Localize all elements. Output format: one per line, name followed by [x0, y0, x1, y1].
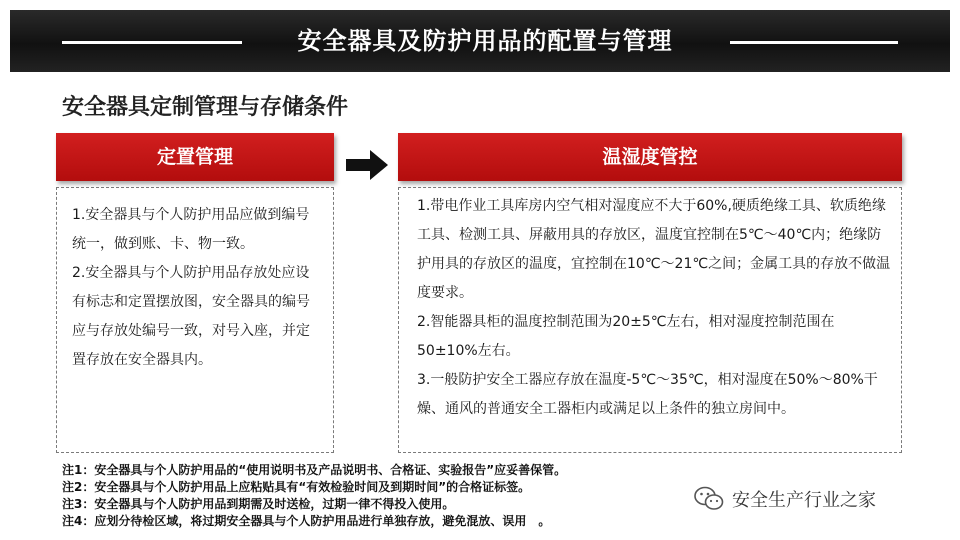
- footnote-4: 注4：应划分待检区域，将过期安全器具与个人防护用品进行单独存放，避免混放、误用 。: [62, 514, 551, 528]
- left-panel-body: [56, 187, 334, 453]
- banner-rule-right: [730, 41, 898, 44]
- watermark-text: 安全生产行业之家: [732, 490, 876, 511]
- section-subtitle: 安全器具定制管理与存储条件: [62, 95, 349, 120]
- watermark: [694, 484, 876, 514]
- footnotes: [62, 462, 682, 530]
- footnote-1: 注1：安全器具与个人防护用品的“使用说明书及产品说明书、合格证、实验报告”应妥善保管。: [62, 463, 567, 477]
- page-title: 安全器具及防护用品的配置与管理: [297, 27, 673, 55]
- banner-rule-left: [62, 41, 242, 44]
- left-panel-header: 定置管理: [56, 133, 334, 181]
- left-paragraph-2: 2.安全器具与个人防护用品存放处应设有标志和定置摆放图，安全器具的编号应与存放处编号一致，对号入座，并定置存放在安全器具内。: [72, 265, 310, 368]
- right-paragraph-1: 1.带电作业工具库房内空气相对湿度应不大于60%,硬质绝缘工具、软质绝缘工具、检测工具、屏蔽用具的存放区，温度宜控制在5℃～40℃内；绝缘防护用具的存放区的温度，宜控制在10℃～21℃之间；金属工具的存放不做温度要求。: [417, 198, 891, 301]
- right-panel-body: [398, 187, 902, 453]
- right-arrow-icon: [346, 150, 388, 180]
- right-paragraph-3: 3.一般防护安全工器应存放在温度-5℃～35℃，相对湿度在50%～80%干燥、通风的普通安全工器柜内或满足以上条件的独立房间中。: [417, 372, 878, 417]
- right-paragraph-2: 2.智能器具柜的温度控制范围为20±5℃左右，相对湿度控制范围在50±10%左右。: [417, 314, 835, 359]
- footnote-2: 注2：安全器具与个人防护用品上应粘贴具有“有效检验时间及到期时间”的合格证标签。: [62, 480, 531, 494]
- title-banner: [10, 10, 950, 72]
- footnote-3: 注3：安全器具与个人防护用品到期需及时送检，过期一律不得投入使用。: [62, 497, 455, 511]
- left-paragraph-1: 1.安全器具与个人防护用品应做到编号统一，做到账、卡、物一致。: [72, 207, 310, 252]
- wechat-icon: [694, 486, 724, 512]
- right-panel-header: 温湿度管控: [398, 133, 902, 181]
